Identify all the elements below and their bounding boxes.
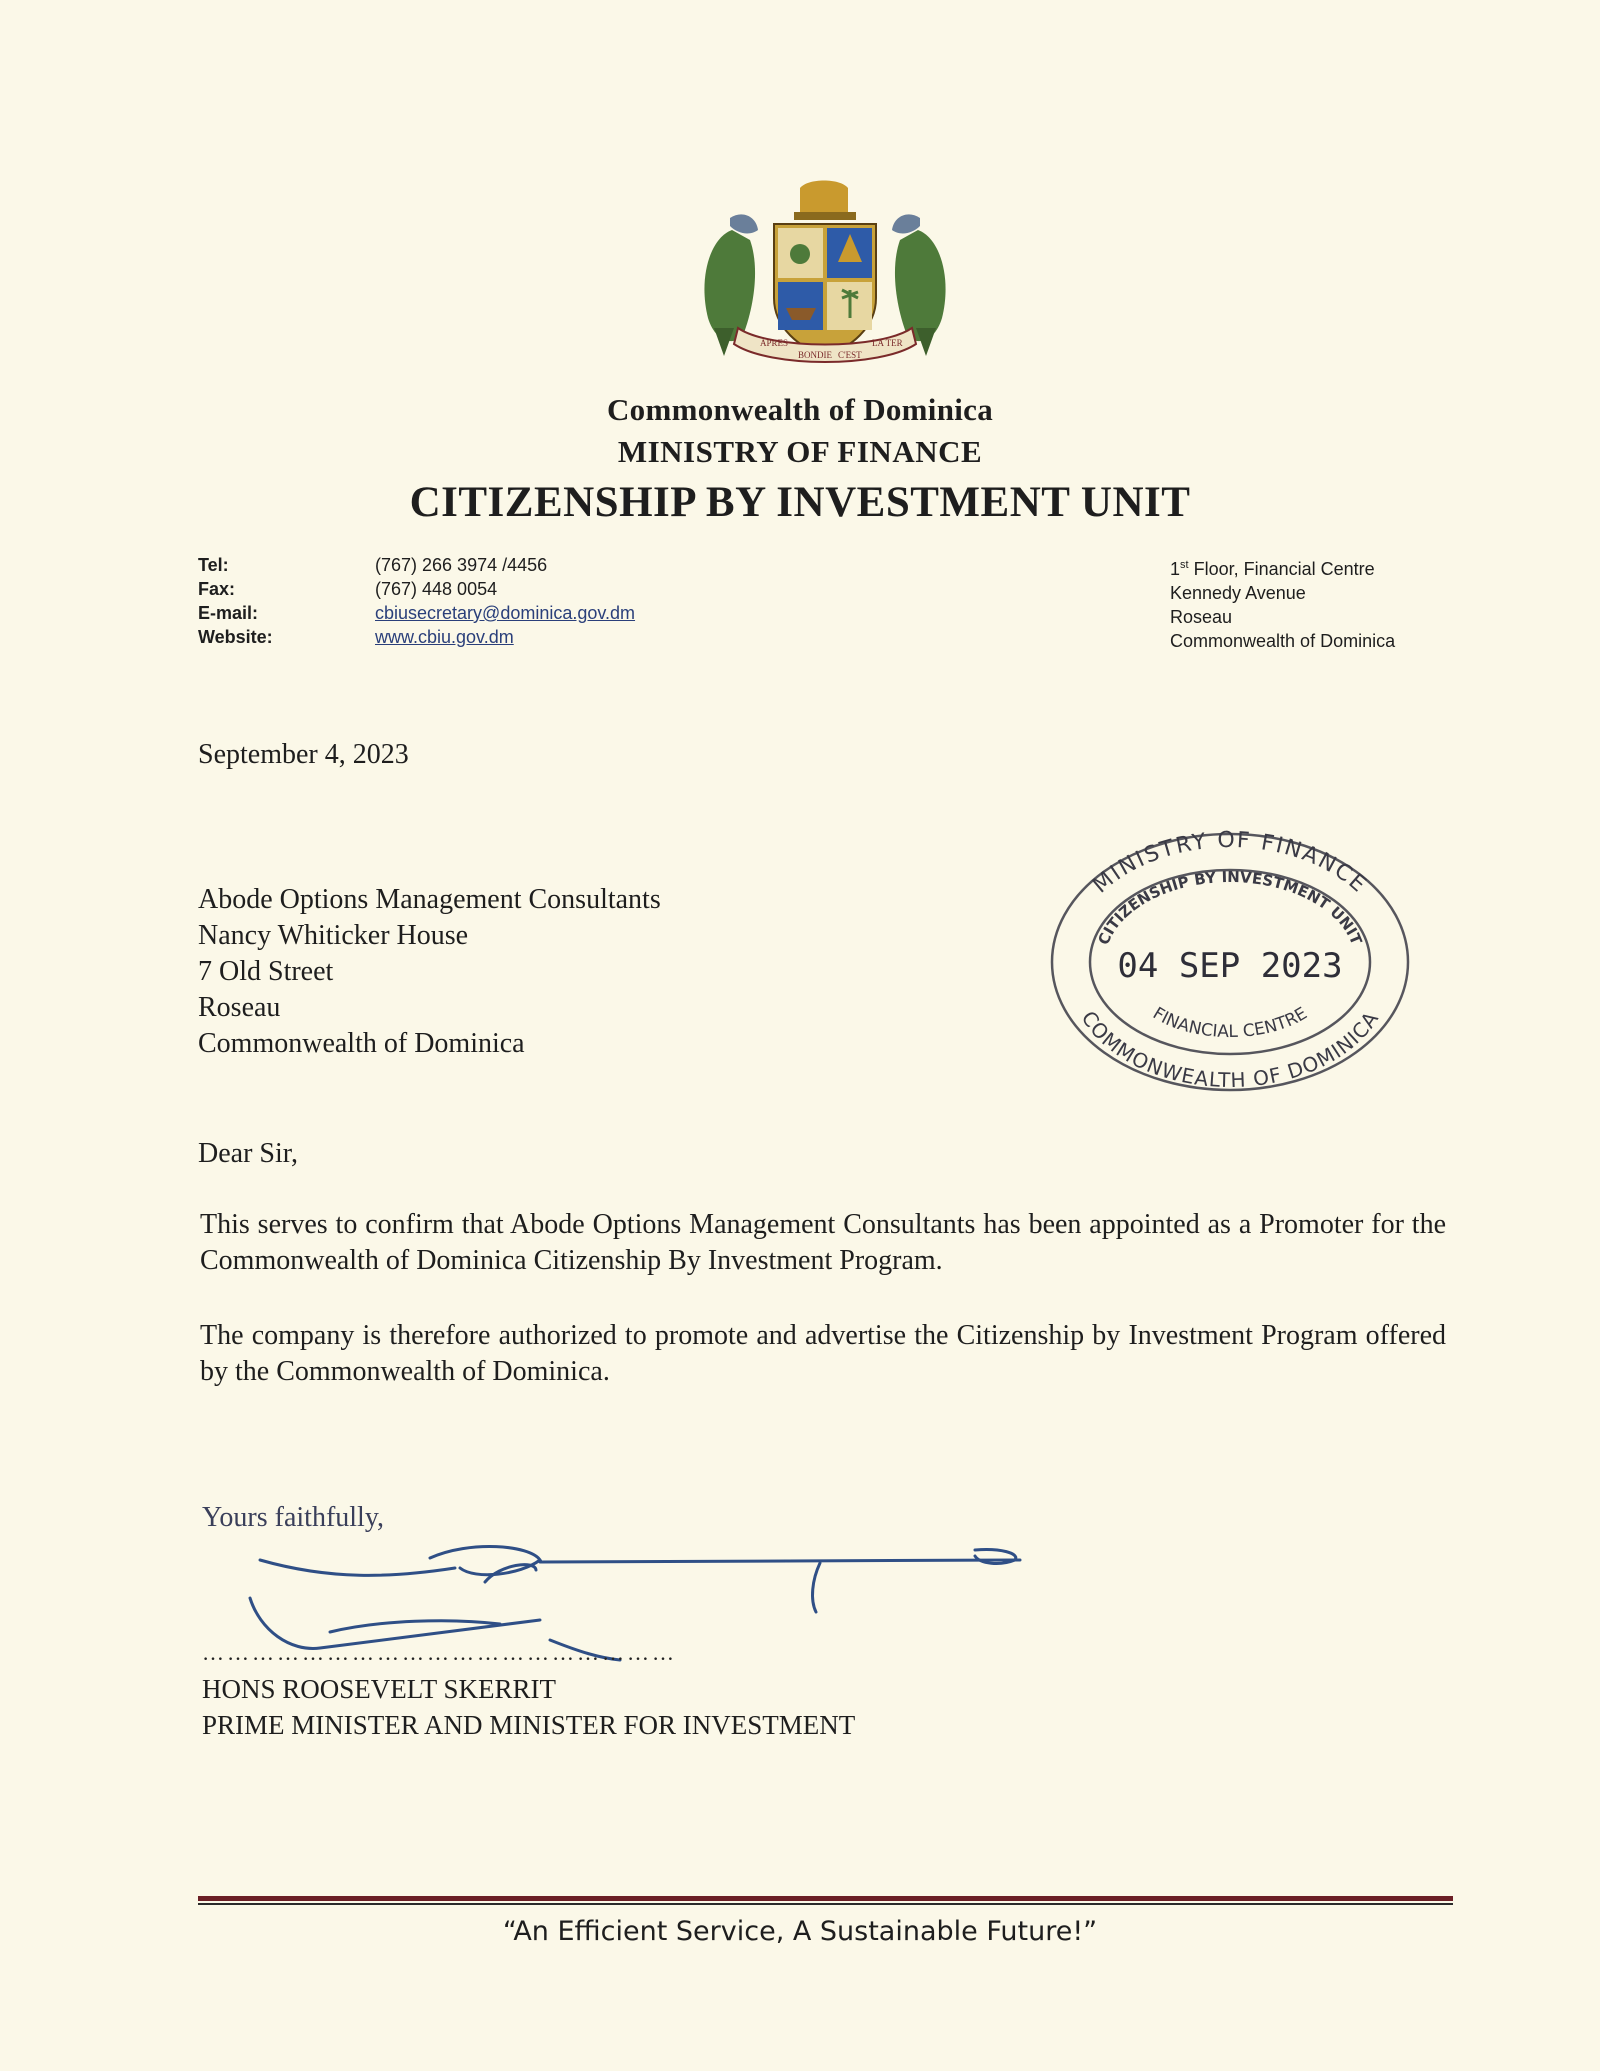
closing: Yours faithfully, bbox=[202, 1502, 385, 1533]
salutation: Dear Sir, bbox=[198, 1138, 298, 1169]
letterhead-unit: CITIZENSHIP BY INVESTMENT UNIT bbox=[409, 479, 1191, 526]
footer-divider bbox=[198, 1896, 1453, 1906]
office-address bbox=[1170, 553, 1395, 653]
floor-rest: Floor, Financial Centre bbox=[1188, 559, 1375, 579]
recipient-company: Abode Options Management Consultants bbox=[198, 884, 661, 915]
crest-motto-2: BONDIE bbox=[798, 350, 832, 360]
body-paragraph-1: This serves to confirm that Abode Options Management Consultants has been appointed as a Promoter for the Commonwealth of Dominica Citizenship By Investment Program. bbox=[200, 1209, 1446, 1276]
email-label: E-mail: bbox=[198, 603, 259, 623]
contact-values bbox=[375, 553, 635, 649]
floor-ordinal: st bbox=[1180, 559, 1189, 571]
fax-label: Fax: bbox=[198, 579, 236, 599]
website-link[interactable]: www.cbiu.gov.dm bbox=[375, 627, 514, 647]
tel-label: Tel: bbox=[198, 555, 229, 575]
letterhead-country: Commonwealth of Dominica bbox=[606, 392, 994, 427]
address-city: Roseau bbox=[1170, 607, 1233, 627]
crest-motto-4: LA TER bbox=[872, 338, 903, 348]
recipient-country: Commonwealth of Dominica bbox=[198, 1028, 525, 1059]
signature-line: ………………………………………………… bbox=[202, 1640, 677, 1665]
contact-labels bbox=[198, 553, 273, 649]
floor-number: 1 bbox=[1170, 559, 1181, 579]
letterhead-ministry: MINISTRY OF FINANCE bbox=[617, 434, 983, 469]
address-floor bbox=[1170, 553, 1395, 581]
website-label: Website: bbox=[198, 627, 273, 647]
address-country: Commonwealth of Dominica bbox=[1170, 631, 1396, 651]
tel-value: (767) 266 3974 /4456 bbox=[375, 555, 548, 575]
email-link[interactable]: cbiusecretary@dominica.gov.dm bbox=[375, 603, 636, 623]
body-paragraph-2: The company is therefore authorized to promote and advertise the Citizenship by Investment Program offered by the Commonwealth of Dominica. bbox=[200, 1320, 1446, 1387]
fax-value: (767) 448 0054 bbox=[375, 579, 498, 599]
recipient-street: 7 Old Street bbox=[198, 956, 334, 987]
official-stamp bbox=[1030, 812, 1430, 1112]
recipient-address bbox=[198, 882, 661, 1062]
stamp-outer-top: MINISTRY OF FINANCE bbox=[1088, 827, 1372, 899]
coat-of-arms-icon bbox=[690, 178, 960, 370]
letter-date: September 4, 2023 bbox=[198, 739, 409, 770]
footer-motto: “An Efficient Service, A Sustainable Future!” bbox=[502, 1916, 1098, 1947]
crest-motto-3: C'EST bbox=[838, 350, 862, 360]
stamp-inner-bottom: FINANCIAL CENTRE bbox=[1149, 1003, 1311, 1043]
address-street: Kennedy Avenue bbox=[1170, 583, 1306, 603]
recipient-city: Roseau bbox=[198, 992, 281, 1023]
crest-motto-1: APRES bbox=[760, 338, 789, 348]
recipient-building: Nancy Whiticker House bbox=[198, 920, 469, 951]
signer-title: PRIME MINISTER AND MINISTER FOR INVESTMENT bbox=[202, 1710, 856, 1740]
signer-block bbox=[202, 1671, 855, 1743]
stamp-inner-top: CITIZENSHIP BY INVESTMENT UNIT bbox=[1094, 867, 1366, 948]
stamp-outer-bottom: COMMONWEALTH OF DOMINICA bbox=[1076, 1006, 1384, 1093]
stamp-date: 04 SEP 2023 bbox=[1117, 946, 1343, 986]
signer-name: HONS ROOSEVELT SKERRIT bbox=[202, 1674, 557, 1704]
